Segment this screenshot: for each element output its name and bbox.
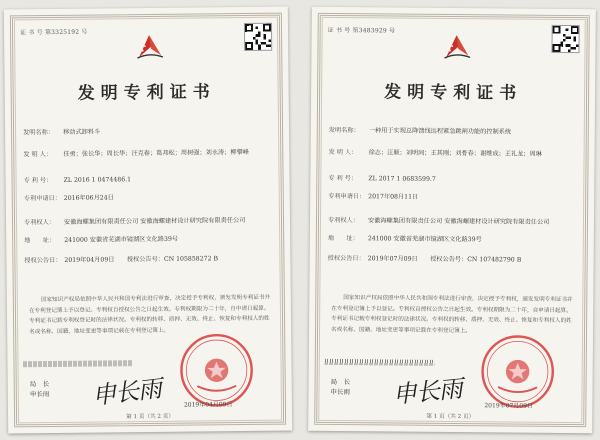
qr-code-icon [551, 25, 579, 53]
field-label: 发明名称： [328, 126, 360, 135]
patent-certificate-left [4, 7, 292, 434]
director-signature: 申长雨 [90, 374, 163, 411]
field-value: 241000 安徽省芜湖市镜湖区文化路39号 [64, 235, 179, 244]
field-label: 专利权人： [23, 218, 55, 227]
field-value: ZL 2017 1 0683599.7 [368, 175, 436, 183]
field-label: 专 利 号： [23, 177, 53, 185]
certificate-number: 证 书 号 第3325192 号 [19, 28, 88, 37]
page-indicator: 第 1 页（共 2 页） [426, 413, 475, 421]
field-label: 专利申请日： [23, 194, 61, 203]
field-label: 地 址： [24, 236, 56, 245]
certificate-title: 发明专利证书 [384, 82, 523, 104]
field-label: 地 址： [327, 234, 359, 243]
field-label: 专利申请日： [328, 192, 366, 201]
field-label: 发 明 人： [328, 148, 358, 157]
field-value: 2017年08月11日 [368, 193, 419, 201]
certificate-number: 证 书 号 第3483929 号 [327, 26, 396, 35]
director-title: 局 长 [29, 380, 50, 389]
cnipa-emblem-icon [439, 30, 473, 64]
certificate-body-text: 国家知识产权局依照中华人民共和国专利法进行审查，决定授予专利权，颁发发明专利证书并在专利登记簿上予以登记。专利权自授权公告之日起生效。专利权期限为二十年，自申请日起算。专利证书记载专利权登记时的法律状况。专利权的转移、质押、无效、终止、恢复和专利权人的姓名或名称、国籍、地址变更等事项记载在专利登记簿上。 [28, 294, 271, 335]
field-value: 一种用于实现总降馈线远程紧急跳闸功能的控制系统 [368, 127, 512, 136]
field-value: 241000 安徽省芜湖市镜湖区文化路39号 [367, 235, 482, 244]
director-signature: 申长雨 [391, 374, 463, 410]
patent-certificate-right [308, 7, 596, 433]
field-value: 2019年04月09日 授权公告号：CN 105858272 B [64, 255, 219, 264]
certificate-body-text: 国家知识产权局依照中华人民共和国专利法进行审查，决定授予专利权，颁发发明专利证书并在专利登记簿上予以登记。专利权自授权公告之日起生效。专利权期限为二十年，自申请日起算。专利证书记载专利权登记时的法律状况。专利权的转移、质押、无效、终止、恢复和专利权人的姓名或名称、国籍、地址变更等事项记载在专利登记簿上。 [331, 295, 573, 334]
field-label: 授权公告日： [327, 254, 365, 263]
official-seal-icon [478, 332, 557, 411]
cnipa-emblem-icon [132, 30, 166, 64]
field-value: 2016年06月24日 [63, 194, 114, 202]
field-value: 安徽海螺集团有限责任公司 安徽海螺建材设计研究院有限责任公司 [63, 216, 246, 226]
certificate-title: 发明专利证书 [77, 82, 216, 104]
field-label: 发 明 人： [23, 151, 53, 159]
director-name: 申长雨 [330, 387, 351, 397]
field-value: 安徽海螺集团有限责任公司 安徽海螺建材设计研究院有限责任公司 [367, 217, 550, 226]
seal-date: 2019年07月09日 [484, 402, 533, 410]
seal-date: 2019年04月09日 [183, 401, 233, 409]
field-label: 专利权人： [327, 216, 359, 225]
field-value: 移动式卸料斗 [63, 128, 101, 136]
field-label: 发明名称： [23, 128, 55, 137]
barcode [325, 359, 435, 366]
page-indicator: 第 1 页（共 2 页） [126, 413, 174, 421]
qr-code-icon [244, 23, 272, 51]
official-seal-icon [177, 331, 256, 410]
field-value: 2019年07月09日 授权公告号：CN 107482790 B [367, 255, 522, 264]
field-label: 授权公告日： [24, 256, 62, 265]
field-value: ZL 2016 1 0474486.1 [63, 176, 132, 184]
field-value: 任勇；张长华；周长华；汪克春；葛邦松；周树强；刘永涛；柳攀峰 [63, 148, 249, 158]
barcode [23, 360, 133, 367]
director-title: 局 长 [330, 377, 351, 387]
field-label: 专 利 号： [328, 174, 358, 183]
director-name: 申长雨 [29, 390, 50, 399]
field-value: 徐志；汪顺；刘明同；王其刚；刘骨春；谢维成；王礼龙；周琳 [368, 149, 542, 158]
